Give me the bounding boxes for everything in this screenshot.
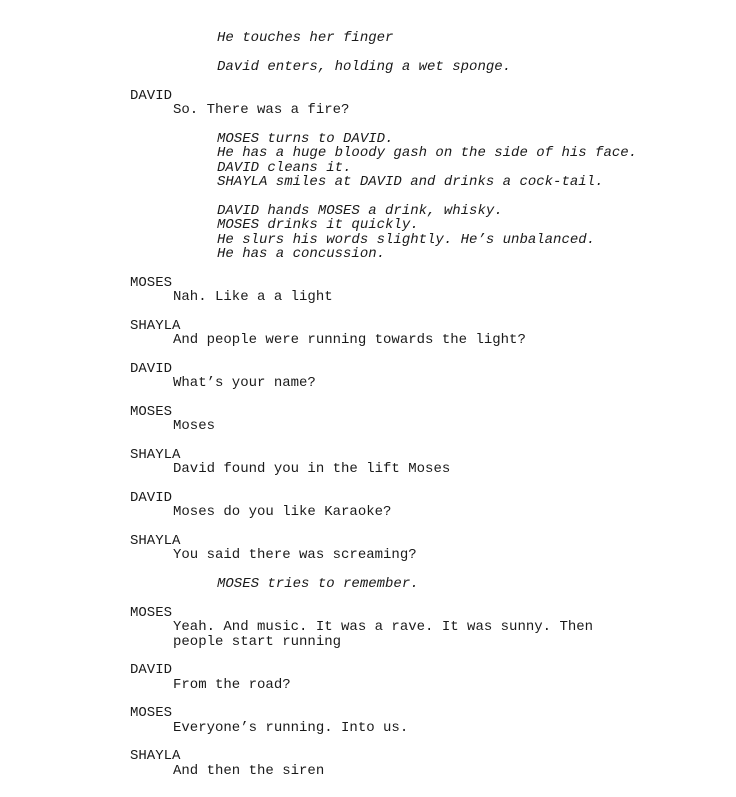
action-line: He has a huge bloody gash on the side of his face. [217, 145, 638, 161]
action-line: MOSES turns to DAVID. [217, 131, 394, 147]
character-name: MOSES [130, 404, 173, 420]
dialogue-line: And then the siren [173, 763, 325, 779]
dialogue-line: Yeah. And music. It was a rave. It was sunny. Then [173, 619, 594, 635]
action-line: He has a concussion. [217, 246, 386, 262]
action-line: He touches her finger [217, 30, 394, 46]
dialogue-line: David found you in the lift Moses [173, 461, 451, 477]
dialogue-line: And people were running towards the light? [173, 332, 526, 348]
character-name: SHAYLA [130, 748, 181, 764]
action-line: MOSES drinks it quickly. [217, 217, 419, 233]
dialogue-line: Nah. Like a a light [173, 289, 333, 305]
character-name: DAVID [130, 361, 173, 377]
action-line: He slurs his words slightly. He’s unbalanced. [217, 232, 596, 248]
action-line: DAVID hands MOSES a drink, whisky. [217, 203, 503, 219]
character-name: DAVID [130, 662, 173, 678]
dialogue-line: Moses [173, 418, 216, 434]
character-name: SHAYLA [130, 318, 181, 334]
action-line: SHAYLA smiles at DAVID and drinks a cock-tail. [217, 174, 604, 190]
action-line: MOSES tries to remember. [217, 576, 419, 592]
dialogue-line: Moses do you like Karaoke? [173, 504, 392, 520]
character-name: MOSES [130, 275, 173, 291]
dialogue-line: people start running [173, 634, 342, 650]
character-name: MOSES [130, 705, 173, 721]
character-name: DAVID [130, 88, 173, 104]
character-name: MOSES [130, 605, 173, 621]
action-line: David enters, holding a wet sponge. [217, 59, 512, 75]
action-line: DAVID cleans it. [217, 160, 352, 176]
dialogue-line: From the road? [173, 677, 291, 693]
character-name: SHAYLA [130, 533, 181, 549]
dialogue-line: So. There was a fire? [173, 102, 350, 118]
character-name: DAVID [130, 490, 173, 506]
dialogue-line: What’s your name? [173, 375, 316, 391]
character-name: SHAYLA [130, 447, 181, 463]
dialogue-line: Everyone’s running. Into us. [173, 720, 409, 736]
dialogue-line: You said there was screaming? [173, 547, 417, 563]
